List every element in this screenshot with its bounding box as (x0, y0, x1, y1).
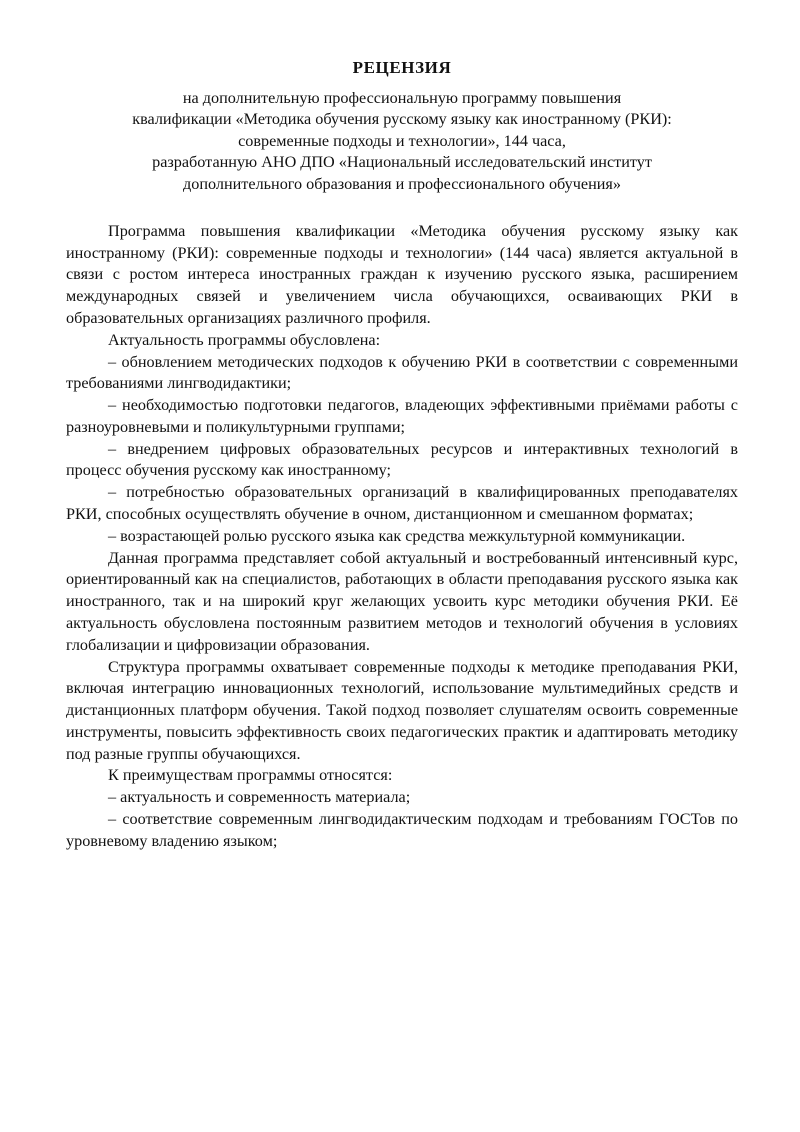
paragraph: Структура программы охватывает современные подходы к методике преподавания РКИ, включая интеграцию инновационных технологий, использование мультимедийных средств и дистанционных платформ обучения. Такой подход позволяет слушателям освоить современные инструменты, повысить эффективность своих педагогических практик и адаптировать методику под разные группы обучающихся. (66, 657, 738, 763)
document-subtitle (66, 88, 738, 195)
list-item: – обновлением методических подходов к обучению РКИ в соответствии с современными требованиями лингводидактики; (66, 352, 738, 393)
paragraph: К преимуществам программы относятся: (108, 766, 393, 785)
subtitle-line: разработанную АНО ДПО «Национальный исследовательский институт (152, 153, 652, 172)
subtitle-line: квалификации «Методика обучения русскому языку как иностранному (РКИ): (132, 110, 672, 129)
list-item: – внедрением цифровых образовательных ресурсов и интерактивных технологий в процесс обучения русскому как иностранному; (66, 439, 738, 480)
list-item: – необходимостью подготовки педагогов, владеющих эффективными приёмами работы с разноуровневыми и поликультурными группами; (66, 396, 738, 436)
paragraph: Актуальность программы обусловлена: (108, 330, 381, 349)
paragraph: Данная программа представляет собой актуальный и востребованный интенсивный курс, ориентированный как на специалистов, работающих в области преподавания русского языка как иностранного, так и на широкий круг желающих усвоить курс методики обучения РКИ. Её актуальность обусловлена постоянным развитием методов и технологий обучения в условиях глобализации и цифровизации образования. (66, 548, 738, 654)
subtitle-line: на дополнительную профессиональную программу повышения (182, 89, 622, 107)
list-item: – возрастающей ролью русского языка как средства межкультурной коммуникации. (108, 526, 686, 545)
paragraph: Программа повышения квалификации «Методика обучения русскому языку как иностранному (РКИ): современные подходы и технологии» (144 часа) является актуальной в связи с ростом интереса иностранных граждан к изучению русского языка, расширением международных связей и увеличением числа обучающихся, осваивающих РКИ в образовательных организациях различного профиля. (66, 221, 738, 327)
subtitle-line: дополнительного образования и профессионального обучения» (183, 174, 621, 193)
list-item: – потребностью образовательных организаций в квалифицированных преподавателях РКИ, способных осуществлять обучение в очном, дистанционном и смешанном форматах; (66, 483, 738, 524)
list-item: – соответствие современным лингводидактическим подходам и требованиям ГОСТов по уровневому владению языком; (66, 809, 738, 850)
page-title: РЕЦЕНЗИЯ (352, 58, 452, 77)
document-body (66, 221, 738, 853)
subtitle-line: современные подходы и технологии», 144 часа, (238, 131, 566, 150)
list-item: – актуальность и современность материала; (108, 788, 411, 807)
